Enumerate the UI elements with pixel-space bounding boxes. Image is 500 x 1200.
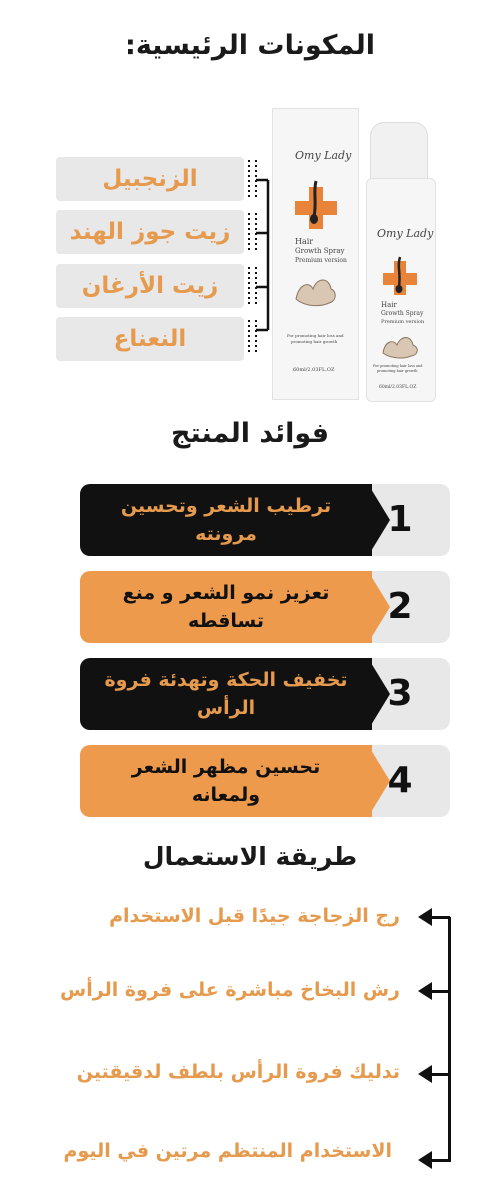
bottle-name-line1: Hair	[381, 301, 397, 309]
benefit-item	[80, 571, 450, 643]
box-desc-line2: promoting hair growth	[291, 339, 338, 344]
bottle-follicle-icon	[381, 255, 419, 297]
ingredients-bracket	[244, 150, 274, 360]
bottle-ginger-icon	[379, 329, 423, 359]
ingredient-argan-oil: زيت الأرغان	[56, 264, 244, 308]
benefit-text: ترطيب الشعر وتحسين مرونته	[80, 484, 372, 556]
bottle-cap	[370, 122, 428, 184]
usage-step: تدليك فروة الرأس بلطف لدقيقتين	[76, 1061, 400, 1083]
product-image	[272, 108, 452, 408]
benefit-text: تحسين مظهر الشعر ولمعانه	[80, 745, 372, 817]
box-name-line1: Hair	[295, 237, 314, 246]
ingredient-coconut-oil: زيت جوز الهند	[56, 210, 244, 254]
usage-step: رش البخاخ مباشرة على فروة الرأس	[60, 979, 400, 1001]
box-volume: 60ml/2.03FL.OZ	[293, 367, 335, 373]
box-name-line2: Growth Spray	[295, 247, 345, 255]
benefit-tip	[368, 658, 390, 730]
bottle-volume: 60ml/2.03FL.OZ	[379, 385, 417, 390]
benefit-tip	[368, 745, 390, 817]
bottle-name-line2: Growth Spray	[381, 310, 424, 317]
benefits-heading: فوائد المنتج	[171, 418, 329, 449]
usage-timeline-line	[448, 917, 451, 1162]
usage-step: الاستخدام المنتظم مرتين في اليوم	[63, 1140, 392, 1162]
step-connector	[430, 990, 450, 993]
box-edition: Premium version	[295, 257, 347, 264]
step-connector	[430, 916, 450, 919]
ginger-illustration-icon	[291, 269, 341, 309]
benefit-tip	[368, 571, 390, 643]
bottle-edition: Premium version	[381, 319, 425, 325]
benefit-text: تعزيز نمو الشعر و منع تساقطه	[80, 571, 372, 643]
product-bottle	[366, 178, 436, 402]
ingredient-mint: النعناع	[56, 317, 244, 361]
usage-heading: طريقة الاستعمال	[142, 842, 358, 871]
step-connector	[430, 1073, 450, 1076]
box-desc-line1: For promoting hair loss and	[287, 333, 344, 338]
benefit-text: تخفيف الحكة وتهدئة فروة الرأس	[80, 658, 372, 730]
step-connector	[430, 1159, 450, 1162]
benefit-item	[80, 484, 450, 556]
benefit-number: 1	[330, 484, 450, 556]
benefit-item	[80, 745, 450, 817]
benefit-number: 2	[330, 571, 450, 643]
benefit-item	[80, 658, 450, 730]
usage-step: رج الزجاجة جيدًا قبل الاستخدام	[109, 905, 400, 927]
bottle-desc-line1: For promoting hair loss and	[373, 364, 423, 368]
hair-follicle-icon	[293, 179, 339, 229]
bottle-desc-line2: promoting hair growth	[377, 369, 418, 373]
bottle-brand: Omy Lady	[377, 227, 434, 240]
ingredient-ginger: الزنجبيل	[56, 157, 244, 201]
benefit-number: 4	[330, 745, 450, 817]
benefit-tip	[368, 484, 390, 556]
product-box	[272, 108, 359, 400]
ingredients-heading: المكونات الرئيسية:	[125, 30, 375, 61]
benefit-number: 3	[330, 658, 450, 730]
box-brand: Omy Lady	[295, 149, 352, 162]
